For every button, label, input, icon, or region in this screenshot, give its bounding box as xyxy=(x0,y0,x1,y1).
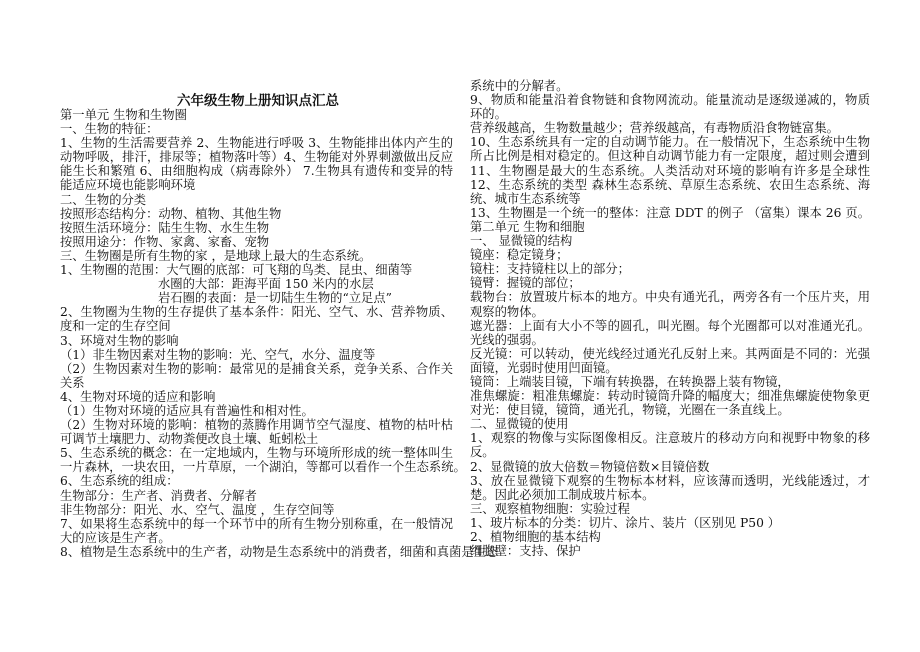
text-line: 二、显微镜的使用 xyxy=(470,417,569,432)
text-line: 遮光器：上面有大小不等的圆孔，叫光圈。每个光圈都可以对准通光孔。 xyxy=(470,318,870,333)
text-line: 光线的强弱。 xyxy=(470,332,544,347)
text-line: 1、生物圈的范围：大气圈的底部：可飞翔的鸟类、昆虫、细菌等 xyxy=(60,263,413,278)
right-column xyxy=(470,79,870,558)
text-line: 三、观察植物细胞：实验过程 xyxy=(470,501,630,516)
text-line: 2、生物圈为生物的生存提供了基本条件：阳光、空气、水、营养物质、 xyxy=(60,305,453,320)
text-line: 10、生态系统具有一定的自动调节能力。在一般情况下，生态系统中生物 xyxy=(470,135,870,150)
text-line: 6、生态系统的组成： xyxy=(60,474,179,489)
text-line: 3、环境对生物的影响 xyxy=(60,333,179,348)
text-line: 准焦螺旋：粗准焦螺旋：转动时镜筒升降的幅度大；细准焦螺旋使物象更 xyxy=(470,389,870,404)
text-line: 三、生物圈是所有生物的家 ，是地球上最大的生态系统。 xyxy=(60,248,372,263)
text-line: 按照用途分：作物、家禽、家畜、宠物 xyxy=(60,234,270,249)
text-line: 二、生物的分类 xyxy=(60,192,147,207)
text-line: 1、玻片标本的分类：切片、涂片、装片（区别见 P50 ） xyxy=(470,515,781,530)
text-line: 13、生物圈是一个统一的整体：注意 DDT 的例子 （富集）课本 26 页。 xyxy=(470,205,870,220)
text-line: 镜柱：支持镜柱以上的部分； xyxy=(470,262,630,277)
text-line: 第一单元 生物和生物圈 xyxy=(60,108,187,122)
text-line: 度和一定的生存空间 xyxy=(60,319,171,334)
text-line: 动物呼吸，排汗，排尿等；植物落叶等）4、生物能对外界刺激做出反应 xyxy=(60,150,453,165)
text-line: （2）生物对环境的影响：植物的蒸腾作用调节空气湿度、植物的枯叶枯 xyxy=(60,418,453,433)
text-line: 3、放在显微镜下观察的生物标本材料，应该薄而透明，光线能透过，才 xyxy=(470,473,870,488)
text-line: 生物部分：生产者、消费者、分解者 xyxy=(60,488,257,503)
text-line: 系统中的分解者。 xyxy=(470,79,569,93)
text-line: （1）生物对环境的适应具有普遍性和相对性。 xyxy=(60,403,314,418)
text-line: 12、生态系统的类型 森林生态系统、草原生态系统、农田生态系统、海 xyxy=(470,177,870,192)
text-line: 反。 xyxy=(470,445,495,460)
text-line: 所占比例是相对稳定的。但这种自动调节能力有一定限度，超过则会遭到 xyxy=(470,149,870,164)
text-line: 8、植物是生态系统中的生产者，动物是生态系统中的消费者，细菌和真菌是生态 xyxy=(60,544,499,559)
text-line: 一片森林，一块农田，一片草原，一个湖泊，等都可以看作一个生态系统。 xyxy=(60,460,466,475)
text-line: 细胞壁：支持、保护 xyxy=(470,544,581,559)
text-line: 4、生物对环境的适应和影响 xyxy=(60,389,216,404)
text-line: 楚。因此必须加工制成玻片标本。 xyxy=(470,487,655,502)
text-line: 按照生活环境分：陆生生物、水生生物 xyxy=(60,220,270,235)
text-line: 9、物质和能量沿着食物链和食物网流动。能量流动是逐级递减的，物质 xyxy=(470,93,870,108)
text-line: 大的应该是生产者。 xyxy=(60,530,171,545)
text-line: 按照形态结构分：动物、植物、其他生物 xyxy=(60,206,282,221)
text-line: 7、如果将生态系统中的每一个环节中的所有生物分别称重，在一般情况 xyxy=(60,516,453,531)
text-line: 水圈的大部：距海平面 150 米内的水层 xyxy=(158,277,374,292)
text-line: 营养级越高，生物数量越少；营养级越高，有毒物质沿食物链富集。 xyxy=(470,121,839,136)
text-line: 1、观察的物像与实际图像相反。注意玻片的移动方向和视野中物象的移 xyxy=(470,431,870,446)
text-line: 对光：使目镜，镜筒，通光孔，物镜，光圈在一条直线上。 xyxy=(470,403,790,418)
text-line: 一、生物的特征： xyxy=(60,122,159,137)
text-line: 关系 xyxy=(60,375,85,390)
text-line: 面镜，光弱时使用凹面镜。 xyxy=(470,360,618,375)
text-line: 岩石圈的表面：是一切陆生生物的“立足点” xyxy=(158,291,392,306)
document-title: 六年级生物上册知识点汇总 xyxy=(177,93,339,109)
text-line: 第二单元 生物和细胞 xyxy=(470,219,585,234)
text-line: 镜座：稳定镜身； xyxy=(470,248,569,263)
text-line: 镜筒：上端装目镜，下端有转换器，在转换器上装有物镜， xyxy=(470,374,790,389)
text-line: 1、生物的生活需要营养 2、生物能进行呼吸 3、生物能排出体内产生的 xyxy=(60,136,453,151)
text-line: 环的。 xyxy=(470,107,507,122)
text-line: 载物台：放置玻片标本的地方。中央有通光孔，两旁各有一个压片夹，用 xyxy=(470,290,870,305)
text-line: 一、 显微镜的结构 xyxy=(470,234,573,249)
text-line: 统、城市生态系统等 xyxy=(470,191,581,206)
text-line: （1）非生物因素对生物的影响：光、空气，水分、温度等 xyxy=(60,347,376,362)
text-line: 2、植物细胞的基本结构 xyxy=(470,530,601,544)
text-line: 观察的物体。 xyxy=(470,304,544,319)
text-line: 非生物部分：阳光、水、空气、温度 ，生存空间等 xyxy=(60,502,335,517)
text-line: （2）生物因素对生物的影响：最常见的是捕食关系，竞争关系、合作关 xyxy=(60,361,453,376)
text-line: 能生长和繁殖 6、由细胞构成（病毒除外） 7.生物具有遗传和变异的特 xyxy=(60,164,453,179)
text-line: 可调节土壤肥力、动物粪便改良土壤、蚯蚓松土 xyxy=(60,432,319,447)
text-line: 5、生态系统的概念：在一定地域内，生物与环境所形成的统一整体叫生 xyxy=(60,446,453,461)
text-line: 11、生物圈是最大的生态系统。人类活动对环境的影响有许多是全球性 xyxy=(470,163,870,178)
text-line: 能适应环境也能影响环境 xyxy=(60,178,196,193)
text-line: 镜臂：握镜的部位； xyxy=(470,276,581,291)
text-line: 反光镜：可以转动，使光线经过通光孔反射上来。其两面是不同的：光强 xyxy=(470,346,870,361)
text-line: 2、显微镜的放大倍数＝物镜倍数×目镜倍数 xyxy=(470,459,710,474)
